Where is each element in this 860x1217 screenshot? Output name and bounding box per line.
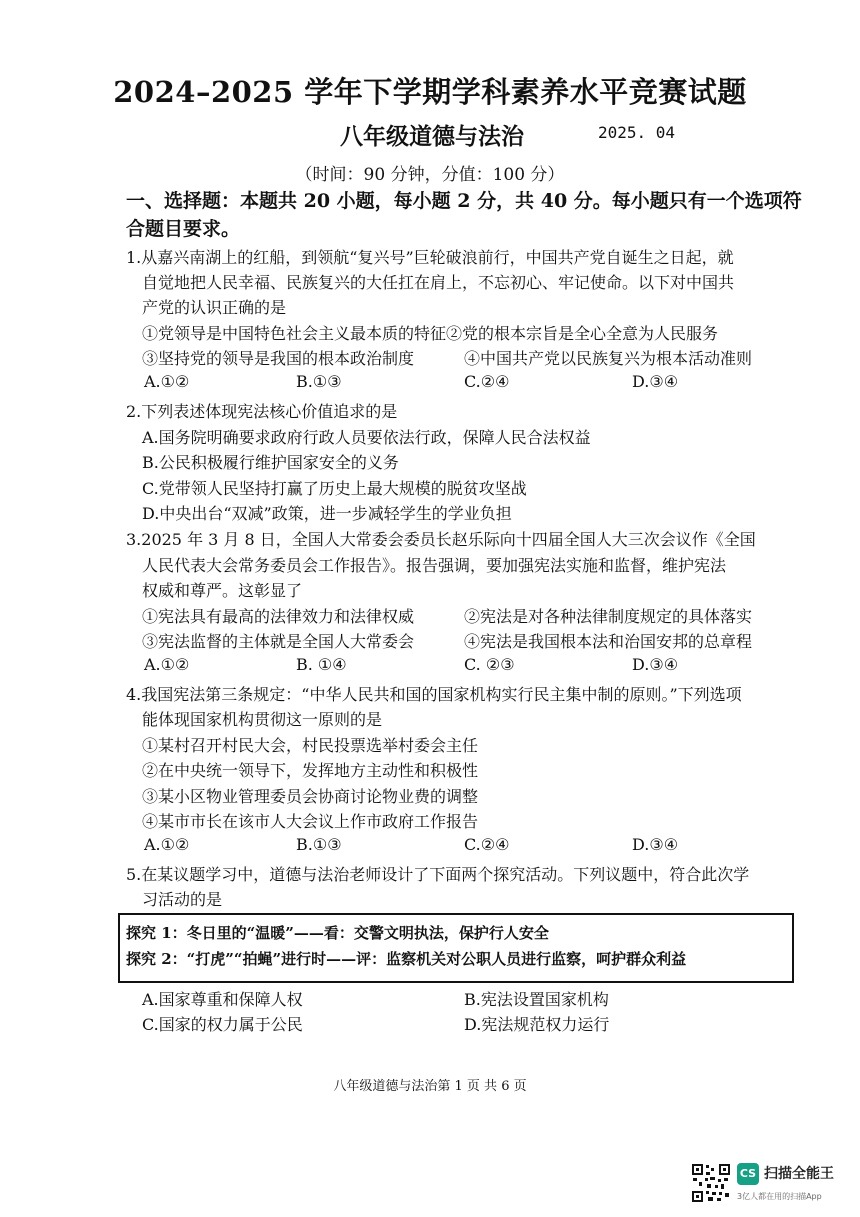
q4-item: ②在中央统一领导下，发挥地方主动性和积极性 <box>142 761 479 780</box>
exam-subtitle: 八年级道德与法治 <box>340 123 524 150</box>
q3-option-a: A.①② <box>144 655 190 674</box>
q4-option-a: A.①② <box>144 835 190 854</box>
q2-option-b: B.公民积极履行维护国家安全的义务 <box>142 453 399 472</box>
scanner-tagline: 3亿人都在用的扫描App <box>737 1192 822 1201</box>
q4-stem-line: 4.我国宪法第三条规定：“中华人民共和国的国家机构实行民主集中制的原则。”下列选项 <box>126 685 742 704</box>
section-heading: 一、选择题：本题共 20 小题，每小题 2 分，共 40 分。每小题只有一个选项符 <box>126 190 802 212</box>
q5-option-c: C.国家的权力属于公民 <box>142 1015 303 1034</box>
q3-item: ③宪法监督的主体就是全国人大常委会 <box>142 632 415 651</box>
q5-stem-line: 习活动的是 <box>142 890 223 909</box>
q4-item: ①某村召开村民大会，村民投票选举村委会主任 <box>142 736 479 755</box>
q1-option-d: D.③④ <box>632 372 679 391</box>
q3-option-b: B. ①④ <box>296 655 347 674</box>
q2-stem: 2.下列表述体现宪法核心价值追求的是 <box>126 402 398 421</box>
time-info: （时间：90 分钟，分值：100 分） <box>295 165 565 185</box>
q4-option-c: C.②④ <box>464 835 510 854</box>
qr-code-icon <box>691 1163 731 1203</box>
q4-option-b: B.①③ <box>296 835 342 854</box>
q1-stem-line: 1.从嘉兴南湖上的红船，到领航“复兴号”巨轮破浪前行，中国共产党自诞生之日起，就 <box>126 248 734 267</box>
q3-option-c: C. ②③ <box>464 655 515 674</box>
q3-stem-line: 人民代表大会常务委员会工作报告》。报告强调，要加强宪法实施和监督，维护宪法 <box>142 556 727 575</box>
q5-option-b: B.宪法设置国家机构 <box>464 990 609 1009</box>
q5-option-a: A.国家尊重和保障人权 <box>142 990 303 1009</box>
q5-option-d: D.宪法规范权力运行 <box>464 1015 610 1034</box>
q4-item: ③某小区物业管理委员会协商讨论物业费的调整 <box>142 787 479 806</box>
section-heading-cont: 合题目要求。 <box>126 218 241 240</box>
q1-stem-line: 产党的认识正确的是 <box>142 298 287 317</box>
q1-item: ③坚持党的领导是我国的根本政治制度 <box>142 349 415 368</box>
q4-item: ④某市市长在该市人大会议上作市政府工作报告 <box>142 812 479 831</box>
q3-item: ②宪法是对各种法律制度规定的具体落实 <box>464 607 753 626</box>
scanner-brand: 扫描全能王 <box>764 1166 834 1182</box>
q1-stem-line: 自觉地把人民幸福、民族复兴的大任扛在肩上，不忘初心、牢记使命。以下对中国共 <box>142 273 735 292</box>
q1-option-c: C.②④ <box>464 372 510 391</box>
q1-option-b: B.①③ <box>296 372 342 391</box>
q2-option-a: A.国务院明确要求政府行政人员要依法行政，保障人民合法权益 <box>142 428 591 447</box>
exam-date: 2025. 04 <box>598 123 676 142</box>
q3-stem-line: 权威和尊严。这彰显了 <box>142 581 303 600</box>
q4-stem-line: 能体现国家机构贯彻这一原则的是 <box>142 710 383 729</box>
q2-option-d: D.中央出台“双减”政策，进一步减轻学生的学业负担 <box>142 504 512 523</box>
page-footer: 八年级道德与法治第 1 页 共 6 页 <box>333 1079 527 1094</box>
inquiry-line: 探究 1：冬日里的“温暖”——看：交警文明执法，保护行人安全 <box>126 924 549 942</box>
camscanner-logo: CS <box>737 1163 759 1185</box>
q3-stem-line: 3.2025 年 3 月 8 日，全国人大常委会委员长赵乐际向十四届全国人大三次会议作《全国 <box>126 530 756 549</box>
q1-option-a: A.①② <box>144 372 190 391</box>
q1-item: ④中国共产党以民族复兴为根本活动准则 <box>464 349 753 368</box>
q3-item: ①宪法具有最高的法律效力和法律权威 <box>142 607 415 626</box>
q4-option-d: D.③④ <box>632 835 679 854</box>
q3-item: ④宪法是我国根本法和治国安邦的总章程 <box>464 632 753 651</box>
q5-stem-line: 5.在某议题学习中，道德与法治老师设计了下面两个探究活动。下列议题中，符合此次学 <box>126 865 750 884</box>
q3-option-d: D.③④ <box>632 655 679 674</box>
exam-title: 2024–2025 学年下学期学科素养水平竞赛试题 <box>113 75 747 109</box>
q1-item: ①党领导是中国特色社会主义最本质的特征②党的根本宗旨是全心全意为人民服务 <box>142 324 719 343</box>
inquiry-line: 探究 2：“打虎”“拍蝇”进行时——评：监察机关对公职人员进行监察，呵护群众利益 <box>126 950 687 968</box>
q2-option-c: C.党带领人民坚持打赢了历史上最大规模的脱贫攻坚战 <box>142 479 527 498</box>
